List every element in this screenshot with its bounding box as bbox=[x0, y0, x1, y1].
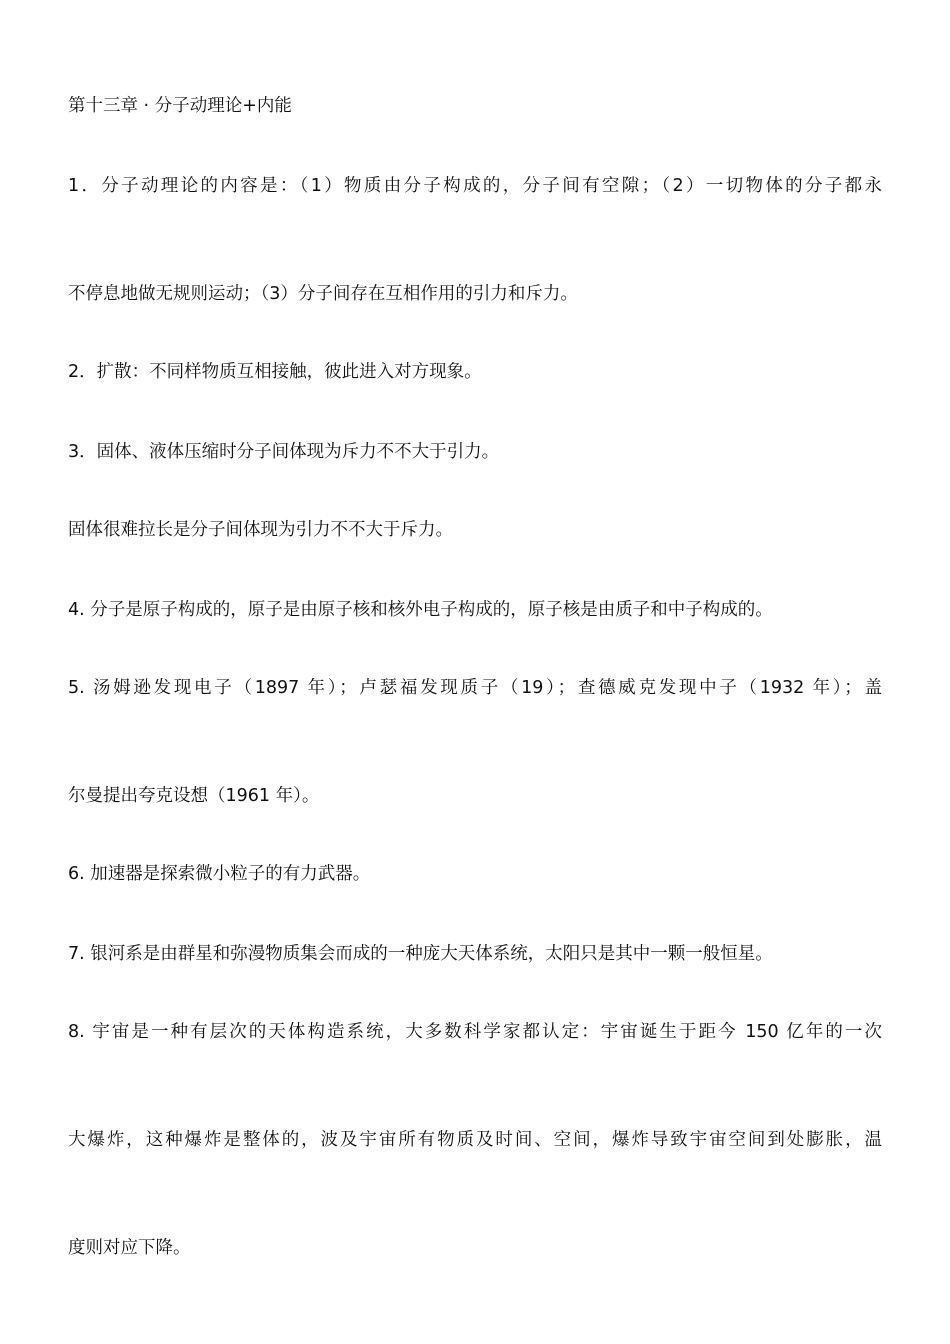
paragraph-line-6: 4. 分子是原子构成的，原子是由原子核和核外电子构成的，原子核是由质子和中子构成的。 bbox=[68, 600, 773, 620]
paragraph-line-2: 不停息地做无规则运动；（3）分子间存在互相作用的引力和斥力。 bbox=[68, 284, 578, 304]
paragraph-line-9: 6. 加速器是探索微小粒子的有力武器。 bbox=[68, 864, 371, 884]
paragraph-line-13: 度则对应下降。 bbox=[68, 1238, 191, 1258]
page-title: 第十三章 · 分子动理论+内能 bbox=[68, 96, 292, 116]
paragraph-line-12: 大爆炸，这种爆炸是整体的，波及宇宙所有物质及时间、空间，爆炸导致宇宙空间到处膨胀，温 bbox=[68, 1130, 882, 1150]
paragraph-line-11: 8. 宇宙是一种有层次的天体构造系统，大多数科学家都认定：宇宙诞生于距今 150 亿年的一次 bbox=[68, 1022, 882, 1042]
paragraph-line-1: 1．分子动理论的内容是：（1）物质由分子构成的，分子间有空隙；（2）一切物体的分子都永 bbox=[68, 176, 882, 196]
paragraph-line-10: 7. 银河系是由群星和弥漫物质集会而成的一种庞大天体系统，太阳只是其中一颗一般恒星。 bbox=[68, 944, 773, 964]
paragraph-line-5: 固体很难拉长是分子间体现为引力不不大于斥力。 bbox=[68, 520, 453, 540]
paragraph-line-8: 尔曼提出夸克设想（1961 年）。 bbox=[68, 786, 320, 806]
paragraph-line-4: 3．固体、液体压缩时分子间体现为斥力不不大于引力。 bbox=[68, 442, 500, 462]
paragraph-line-3: 2．扩散：不同样物质互相接触，彼此进入对方现象。 bbox=[68, 362, 482, 382]
paragraph-line-7: 5. 汤姆逊发现电子（1897 年）；卢瑟福发现质子（19）；查德威克发现中子（1932 年）；盖 bbox=[68, 678, 882, 698]
